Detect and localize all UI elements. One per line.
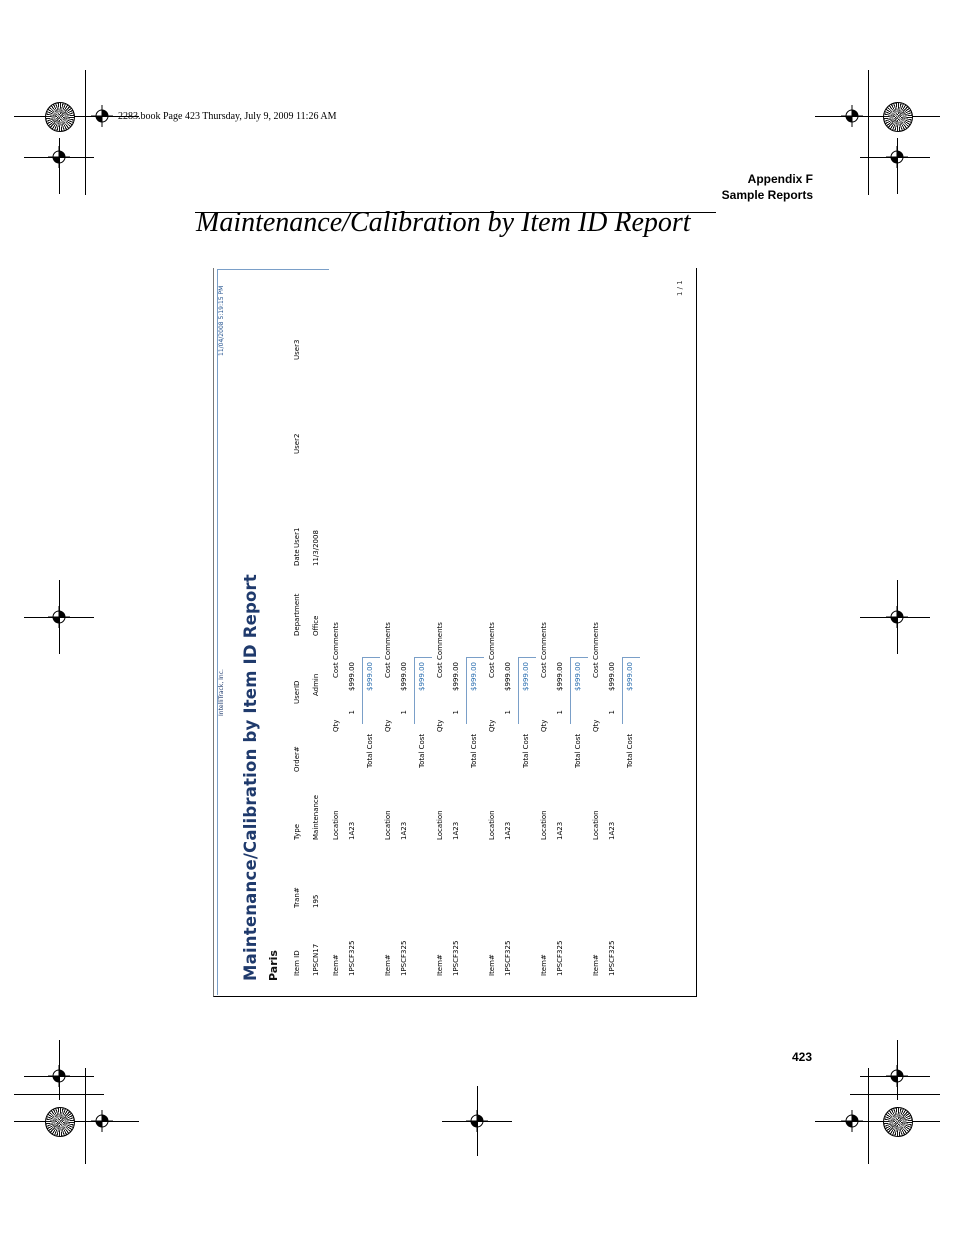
detail-location: 1A23 [400, 821, 408, 840]
detail-label-qty: Qty [436, 719, 444, 732]
record-user-id: Admin [312, 673, 320, 696]
detail-section [214, 268, 696, 996]
detail-label-cost: Cost [384, 662, 392, 678]
column-header-order: Order# [293, 746, 301, 772]
registration-mark-icon [48, 606, 70, 628]
detail-qty: 1 [556, 710, 564, 715]
detail-label-comments: Comments [384, 622, 392, 660]
column-header-type: Type [293, 823, 301, 840]
detail-label-cost: Cost [488, 662, 496, 678]
total-cost-rule [518, 657, 536, 658]
detail-cost: $999.00 [608, 662, 616, 691]
crop-line [85, 70, 86, 195]
column-header-department: Department [293, 593, 301, 636]
detail-location: 1A23 [504, 821, 512, 840]
detail-location: 1A23 [556, 821, 564, 840]
report-page [214, 268, 696, 996]
report-timestamp: 11/04/2008 5:19:15 PM [218, 285, 225, 356]
column-header-date: Date [293, 549, 301, 566]
detail-label-comments: Comments [592, 622, 600, 660]
total-cost-rule [362, 657, 380, 658]
detail-location: 1A23 [452, 821, 460, 840]
report-figure [213, 268, 697, 997]
total-cost-rule [570, 657, 588, 658]
registration-mark-icon [48, 146, 70, 168]
column-header-user2: User2 [293, 433, 301, 454]
detail-label-cost: Cost [436, 662, 444, 678]
detail-label-location: Location [436, 810, 444, 840]
detail-qty: 1 [504, 710, 512, 715]
detail-label-location: Location [592, 810, 600, 840]
detail-label-item: Item# [488, 954, 496, 976]
detail-label-item: Item# [384, 954, 392, 976]
registration-mark-icon [841, 1110, 863, 1132]
detail-qty: 1 [608, 710, 616, 715]
crop-line [868, 70, 869, 195]
detail-cost: $999.00 [400, 662, 408, 691]
detail-label-cost: Cost [592, 662, 600, 678]
detail-label-item: Item# [436, 954, 444, 976]
detail-label-qty: Qty [488, 719, 496, 732]
record-department: Office [312, 615, 320, 636]
detail-qty: 1 [348, 710, 356, 715]
record-tran: 195 [312, 894, 320, 908]
registration-mark-icon [886, 146, 908, 168]
detail-label-location: Location [332, 810, 340, 840]
detail-label-qty: Qty [384, 719, 392, 732]
column-header-user1: User1 [293, 527, 301, 548]
slug-line: 2283.book Page 423 Thursday, July 9, 2009 11:26 AM [118, 111, 337, 122]
crop-line [868, 1068, 869, 1164]
column-header-user3: User3 [293, 339, 301, 360]
report-city: Paris [267, 950, 280, 981]
total-cost-rule [466, 657, 484, 658]
total-cost-underline [466, 658, 467, 724]
detail-cost: $999.00 [348, 662, 356, 691]
detail-total-cost: $999.00 [470, 662, 478, 691]
detail-cost: $999.00 [556, 662, 564, 691]
detail-label-cost: Cost [332, 662, 340, 678]
detail-cost: $999.00 [504, 662, 512, 691]
detail-item: 1PSCF325 [452, 940, 460, 976]
registration-mark-icon [466, 1110, 488, 1132]
detail-label-total-cost: Total Cost [366, 733, 374, 768]
detail-location: 1A23 [608, 821, 616, 840]
record-item-id: 1PSCN17 [312, 943, 320, 976]
column-header-user-id: UserID [293, 680, 301, 704]
detail-label-location: Location [384, 810, 392, 840]
page-number: 423 [792, 1050, 813, 1064]
detail-label-location: Location [488, 810, 496, 840]
detail-label-total-cost: Total Cost [626, 733, 634, 768]
registration-mark-icon [48, 1065, 70, 1087]
detail-total-cost: $999.00 [522, 662, 530, 691]
detail-label-total-cost: Total Cost [574, 733, 582, 768]
report-company: IntelliTrack, Inc. [218, 669, 225, 716]
report-page-indicator: 1 / 1 [676, 280, 684, 296]
starburst-mark-icon [883, 1107, 913, 1137]
crop-line [815, 116, 940, 117]
detail-total-cost: $999.00 [366, 662, 374, 691]
detail-label-comments: Comments [488, 622, 496, 660]
detail-label-item: Item# [332, 954, 340, 976]
record-type: Maintenance [312, 794, 320, 840]
detail-label-total-cost: Total Cost [470, 733, 478, 768]
detail-label-qty: Qty [540, 719, 548, 732]
registration-mark-icon [91, 105, 113, 127]
detail-location: 1A23 [348, 821, 356, 840]
page-title: Maintenance/Calibration by Item ID Report [196, 207, 691, 238]
detail-total-cost: $999.00 [626, 662, 634, 691]
detail-label-item: Item# [540, 954, 548, 976]
detail-label-qty: Qty [332, 719, 340, 732]
detail-label-comments: Comments [332, 622, 340, 660]
starburst-mark-icon [883, 102, 913, 132]
detail-qty: 1 [400, 710, 408, 715]
detail-label-comments: Comments [436, 622, 444, 660]
detail-item: 1PSCF325 [504, 940, 512, 976]
registration-mark-icon [841, 105, 863, 127]
detail-label-total-cost: Total Cost [522, 733, 530, 768]
column-header-item-id: Item ID [293, 950, 301, 976]
detail-label-cost: Cost [540, 662, 548, 678]
detail-label-comments: Comments [540, 622, 548, 660]
total-cost-underline [362, 658, 363, 724]
detail-label-item: Item# [592, 954, 600, 976]
detail-label-location: Location [540, 810, 548, 840]
detail-item: 1PSCF325 [348, 940, 356, 976]
detail-qty: 1 [452, 710, 460, 715]
total-cost-rule [622, 657, 640, 658]
running-header-appendix: Appendix F [747, 172, 813, 186]
detail-item: 1PSCF325 [556, 940, 564, 976]
total-cost-underline [414, 658, 415, 724]
report-title: Maintenance/Calibration by Item ID Report [241, 574, 260, 981]
detail-cost: $999.00 [452, 662, 460, 691]
detail-label-qty: Qty [592, 719, 600, 732]
registration-mark-icon [91, 1110, 113, 1132]
registration-mark-icon [886, 1065, 908, 1087]
total-cost-underline [518, 658, 519, 724]
crop-line [14, 1121, 139, 1122]
total-cost-underline [570, 658, 571, 724]
detail-item: 1PSCF325 [608, 940, 616, 976]
total-cost-rule [414, 657, 432, 658]
crop-line [850, 1094, 940, 1095]
detail-total-cost: $999.00 [574, 662, 582, 691]
starburst-mark-icon [45, 102, 75, 132]
crop-line [815, 1121, 940, 1122]
starburst-mark-icon [45, 1107, 75, 1137]
running-header-section: Sample Reports [721, 188, 813, 202]
total-cost-underline [622, 658, 623, 724]
registration-mark-icon [886, 606, 908, 628]
detail-total-cost: $999.00 [418, 662, 426, 691]
record-date: 11/3/2008 [312, 530, 320, 566]
column-header-tran: Tran# [293, 887, 301, 908]
detail-label-total-cost: Total Cost [418, 733, 426, 768]
crop-line [85, 1068, 86, 1164]
detail-item: 1PSCF325 [400, 940, 408, 976]
